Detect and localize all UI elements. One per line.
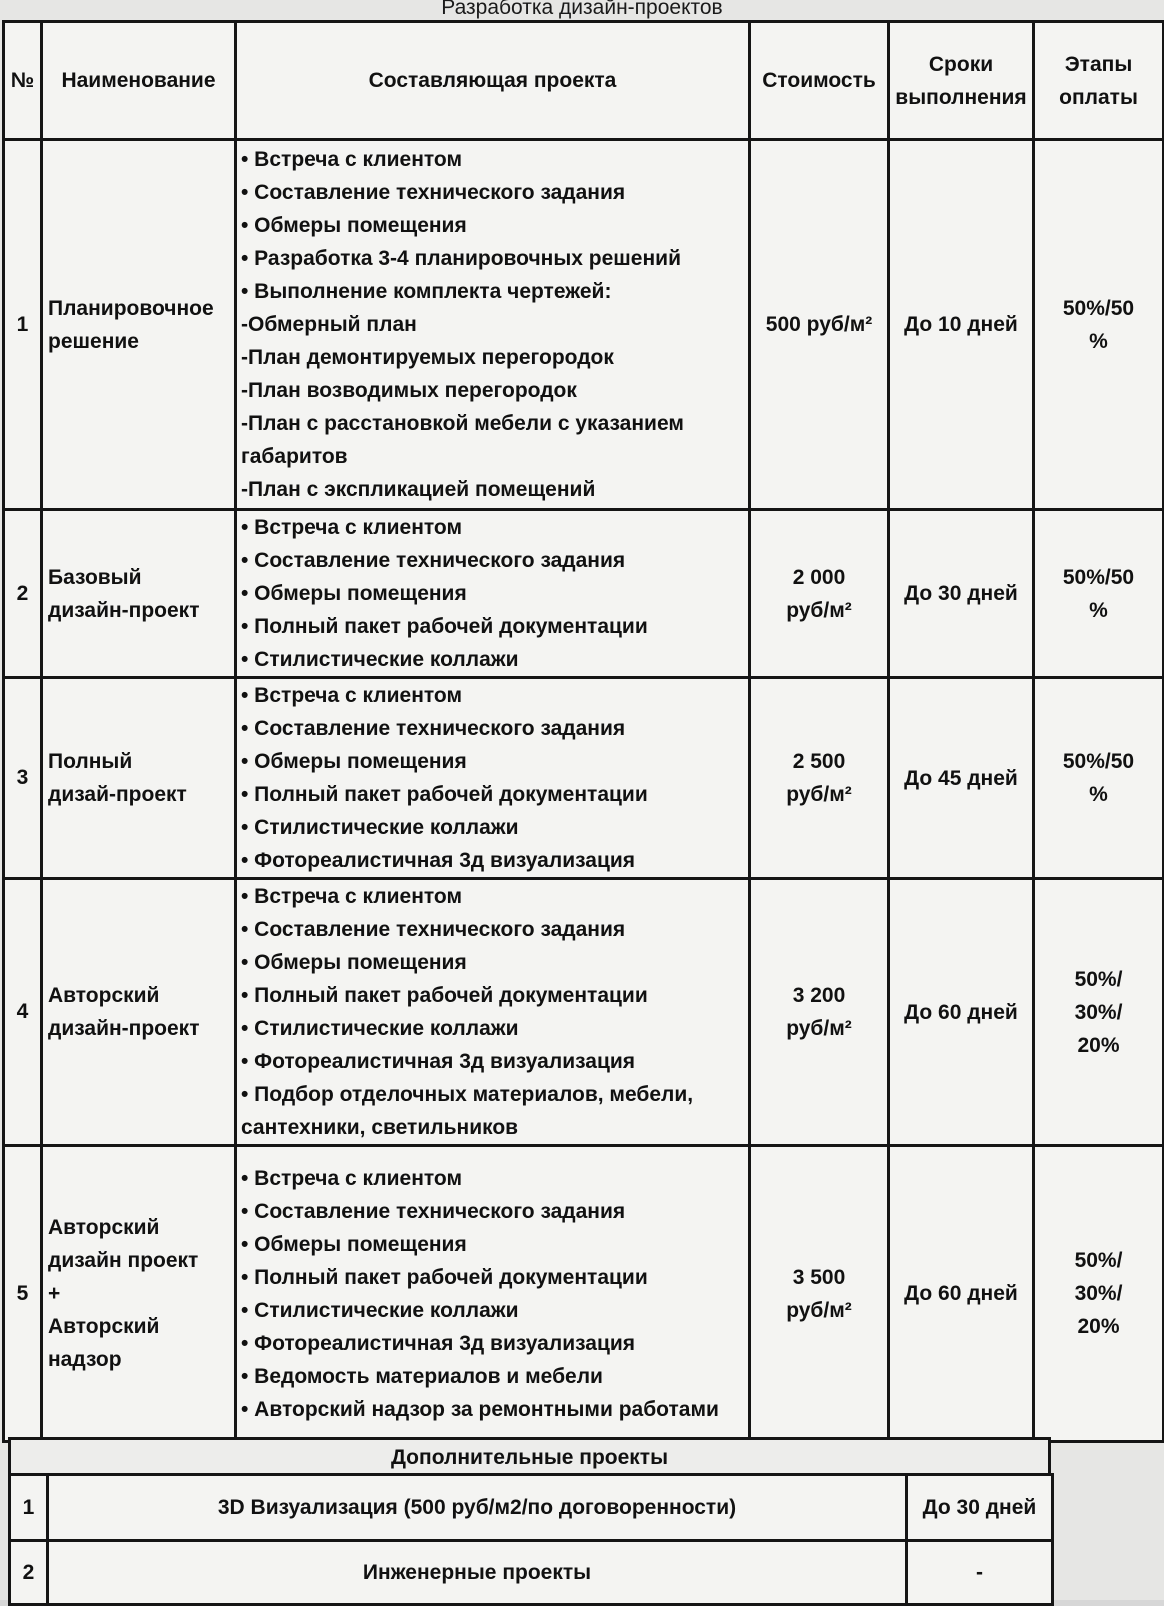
header-payment (1034, 22, 1164, 140)
cost-line: 3 200 (792, 984, 846, 1007)
row-term: До 45 дней (889, 678, 1034, 879)
table-row (4, 510, 1164, 678)
row-name (42, 879, 236, 1146)
component-item: • Стилистические коллажи (241, 1017, 519, 1040)
payment-line: 20% (1077, 1315, 1120, 1338)
component-item: • Составление технического задания (241, 549, 626, 572)
row-name-line: решение (48, 329, 139, 353)
extra-row-number: 1 (10, 1475, 48, 1541)
component-item: • Полный пакет рабочей документации (241, 615, 648, 638)
component-item: • Фотореалистичная 3д визуализация (241, 849, 636, 872)
component-item: -План с экспликацией помещений (241, 478, 596, 501)
row-term: До 30 дней (889, 510, 1034, 678)
cost-line: 2 500 (792, 750, 846, 773)
component-item: • Встреча с клиентом (241, 1166, 462, 1190)
row-components (236, 879, 750, 1146)
header-payment-line1: Этапы (1064, 52, 1133, 76)
row-name-line: надзор (48, 1348, 122, 1371)
row-name (42, 510, 236, 678)
row-name-line: Базовый (48, 565, 142, 589)
row-payment (1034, 140, 1164, 510)
extra-row-term: - (907, 1541, 1053, 1605)
row-name-line: Авторский (48, 984, 160, 1007)
payment-line: % (1089, 329, 1108, 353)
component-item: -Обмерный план (241, 313, 417, 336)
cost-line: 500 руб/м² (765, 313, 873, 336)
row-term: До 10 дней (889, 140, 1034, 510)
component-item: • Подбор отделочных материалов, мебели, (241, 1083, 694, 1106)
row-number: 2 (4, 510, 42, 678)
extra-row-term: До 30 дней (907, 1475, 1053, 1541)
extra-projects-title: Дополнительные проекты (8, 1437, 1051, 1473)
row-number: 3 (4, 678, 42, 879)
extra-row-name: Инженерные проекты (48, 1541, 907, 1605)
payment-line: 50%/50 (1062, 296, 1135, 320)
row-name-line: дизайн проект (48, 1249, 199, 1272)
component-item: • Составление технического задания (241, 181, 626, 204)
row-name (42, 678, 236, 879)
payment-line: % (1089, 598, 1108, 622)
row-components (236, 510, 750, 678)
payment-line: 20% (1077, 1033, 1120, 1057)
row-name-line: Авторский (48, 1216, 160, 1239)
component-item: • Встреча с клиентом (241, 684, 462, 707)
table-row (4, 678, 1164, 879)
table-row (4, 140, 1164, 510)
row-payment (1034, 1146, 1164, 1442)
row-name-line: Полный (48, 750, 133, 773)
row-components (236, 140, 750, 510)
component-item: • Стилистические коллажи (241, 816, 519, 839)
row-number: 1 (4, 140, 42, 510)
cost-line: руб/м² (786, 1298, 852, 1322)
cost-line: руб/м² (786, 598, 852, 622)
row-term: До 60 дней (889, 1146, 1034, 1442)
row-cost (750, 1146, 889, 1442)
component-item: • Полный пакет рабочей документации (241, 783, 648, 806)
header-term-line2: выполнения (895, 85, 1027, 109)
component-item: • Обмеры помещения (241, 951, 467, 974)
component-item: • Составление технического задания (241, 1199, 626, 1223)
row-name-line: дизайн-проект (48, 598, 200, 622)
component-item: • Обмеры помещения (241, 1232, 467, 1256)
component-item: • Составление технического задания (241, 918, 626, 941)
component-item: • Обмеры помещения (241, 582, 467, 605)
component-item: -План возводимых перегородок (241, 379, 577, 402)
document-title: Разработка дизайн-проектов (441, 0, 723, 19)
row-components (236, 1146, 750, 1442)
row-name-line: дизай-проект (48, 783, 187, 806)
cost-line: 2 000 (792, 565, 846, 589)
header-cost: Стоимость (750, 22, 889, 140)
payment-line: 30%/ (1074, 1000, 1123, 1024)
row-name-line: Авторский (48, 1315, 160, 1338)
payment-line: 50%/ (1074, 967, 1123, 991)
row-payment (1034, 678, 1164, 879)
cost-line: руб/м² (786, 1017, 852, 1040)
extra-row-number: 2 (10, 1541, 48, 1605)
component-item: • Выполнение комплекта чертежей: (241, 280, 612, 303)
row-name-line: + (48, 1282, 61, 1305)
component-item: • Встреча с клиентом (241, 516, 462, 539)
header-payment-line2: оплаты (1059, 85, 1138, 109)
table-row (4, 879, 1164, 1146)
row-cost (750, 879, 889, 1146)
component-item: • Разработка 3-4 планировочных решений (241, 247, 681, 270)
component-item: -План демонтируемых перегородок (241, 346, 614, 369)
payment-line: 30%/ (1074, 1282, 1123, 1305)
component-item: -План с расстановкой мебели с указанием (241, 412, 684, 435)
cost-line: 3 500 (792, 1265, 846, 1289)
component-item: • Фотореалистичная 3д визуализация (241, 1331, 636, 1355)
component-item: • Фотореалистичная 3д визуализация (241, 1050, 636, 1073)
component-item: • Встреча с клиентом (241, 148, 462, 171)
row-number: 5 (4, 1146, 42, 1442)
payment-line: 50%/ (1074, 1249, 1123, 1272)
component-item: • Авторский надзор за ремонтными работами (241, 1397, 719, 1421)
row-components (236, 678, 750, 879)
row-cost (750, 510, 889, 678)
payment-line: 50%/50 (1062, 565, 1135, 589)
extra-row (10, 1541, 1053, 1605)
header-num: № (4, 22, 42, 140)
row-cost (750, 140, 889, 510)
component-item: • Встреча с клиентом (241, 885, 462, 908)
component-item: • Полный пакет рабочей документации (241, 984, 648, 1007)
component-item: • Обмеры помещения (241, 214, 467, 237)
header-component: Составляющая проекта (236, 22, 750, 140)
price-table (2, 20, 1164, 1443)
component-item: габаритов (241, 445, 348, 468)
payment-line: 50%/50 (1062, 750, 1135, 773)
component-item: • Обмеры помещения (241, 750, 467, 773)
row-name-line: Планировочное (48, 296, 214, 320)
extra-row (10, 1475, 1053, 1541)
extra-projects-table (8, 1473, 1054, 1606)
row-payment (1034, 510, 1164, 678)
row-name (42, 1146, 236, 1442)
component-item: • Полный пакет рабочей документации (241, 1265, 648, 1289)
row-cost (750, 678, 889, 879)
component-item: • Стилистические коллажи (241, 648, 519, 671)
component-item: сантехники, светильников (241, 1116, 519, 1139)
cost-line: руб/м² (786, 783, 852, 806)
extra-row-name: 3D Визуализация (500 руб/м2/по договоренности) (48, 1475, 907, 1541)
component-item: • Стилистические коллажи (241, 1298, 519, 1322)
row-payment (1034, 879, 1164, 1146)
row-term: До 60 дней (889, 879, 1034, 1146)
row-name (42, 140, 236, 510)
payment-line: % (1089, 783, 1108, 806)
component-item: • Составление технического задания (241, 717, 626, 740)
header-term-line1: Сроки (928, 52, 994, 76)
table-row (4, 1146, 1164, 1442)
header-name: Наименование (42, 22, 236, 140)
header-term (889, 22, 1034, 140)
row-name-line: дизайн-проект (48, 1017, 200, 1040)
component-item: • Ведомость материалов и мебели (241, 1364, 603, 1388)
row-number: 4 (4, 879, 42, 1146)
table-header-row (4, 22, 1164, 140)
